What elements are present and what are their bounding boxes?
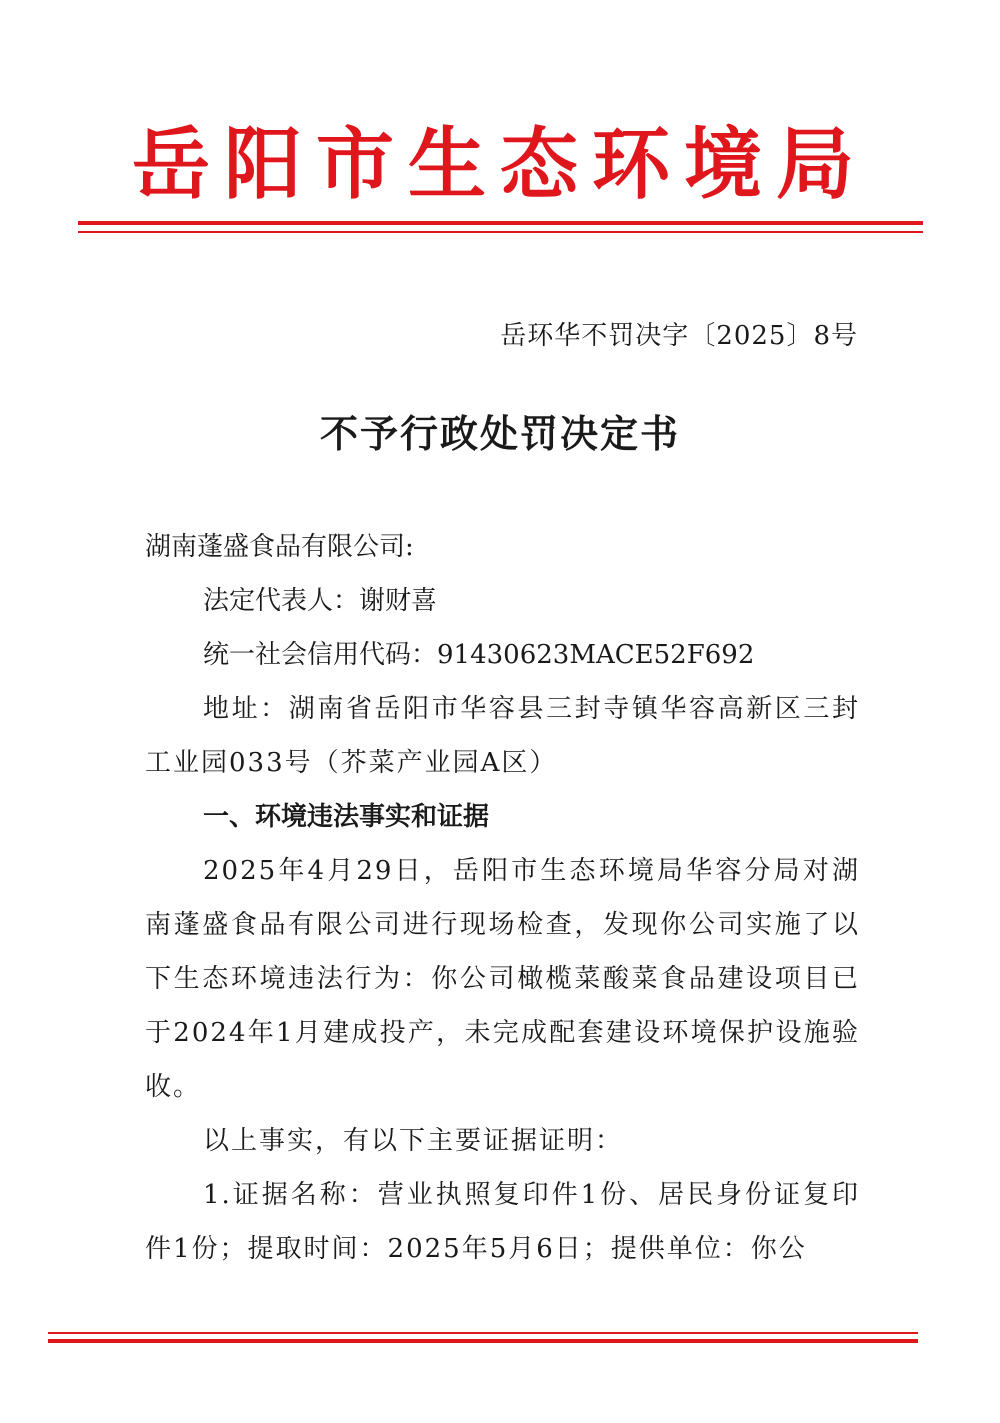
agency-header-title: 岳阳市生态环境局 [131,119,868,210]
evidence-item-1: 1.证据名称：营业执照复印件1份、居民身份证复印件1份；提取时间：2025年5月6日；提供单位：你公 [145,1180,860,1264]
legal-representative: 法定代表人：谢财喜 [203,586,438,616]
document-title: 不予行政处罚决定书 [319,411,680,456]
footer-rule-thin [48,1332,918,1334]
document-number: 岳环华不罚决字〔2025〕8号 [500,321,858,351]
evidence-intro: 以上事实，有以下主要证据证明： [203,1126,624,1156]
credit-code: 统一社会信用代码：91430623MACE52F692 [203,640,755,670]
header-rule-thick [78,221,923,225]
document-body [145,520,860,1276]
recipient-company: 湖南蓬盛食品有限公司: [145,532,414,562]
section-heading-facts: 一、环境违法事实和证据 [203,802,490,832]
facts-paragraph: 2025年4月29日，岳阳市生态环境局华容分局对湖南蓬盛食品有限公司进行现场检查，发现你公司实施了以下生态环境违法行为：你公司橄榄菜酸菜食品建设项目已于2024年1月建成投产，未完成配套建设环境保护设施验收。 [145,856,860,1102]
footer-rule-thick [48,1339,918,1343]
header-rule-thin [78,231,923,233]
company-address: 地址：湖南省岳阳市华容县三封寺镇华容高新区三封工业园033号（芥菜产业园A区） [145,694,860,778]
